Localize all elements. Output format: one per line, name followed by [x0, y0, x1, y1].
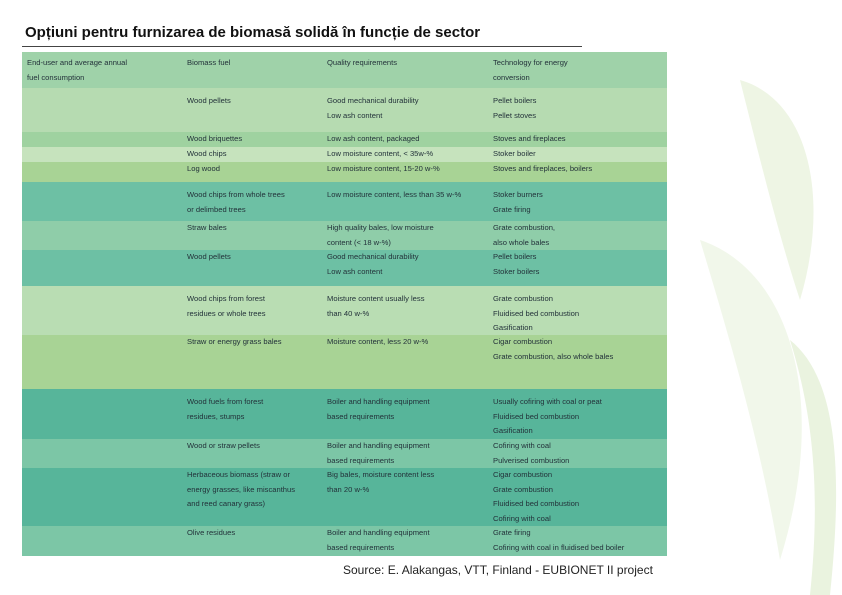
- quality-cell: Big bales, moisture content less than 20 w-%: [327, 470, 435, 494]
- fuel-cell: Wood pellets: [187, 96, 231, 105]
- table-row: [22, 132, 667, 147]
- fuel-cell: Wood pellets: [187, 252, 231, 261]
- fuel-cell: Olive residues: [187, 528, 236, 537]
- title-underline: [22, 46, 582, 47]
- fuel-cell: Straw or energy grass bales: [187, 337, 282, 346]
- tech-cell: Grate firing Cofiring with coal in fluidised bed boiler: [493, 528, 625, 552]
- fuel-cell: Herbaceous biomass (straw or energy grasses, like miscanthus and reed canary grass): [187, 470, 296, 509]
- header-biomass-fuel: Biomass fuel: [187, 58, 231, 67]
- tech-cell: Cigar combustion Grate combustion, also whole bales: [493, 337, 614, 361]
- table-row: [22, 468, 667, 526]
- fuel-cell: Wood chips: [187, 149, 227, 158]
- table-row: [22, 286, 667, 335]
- fuel-cell: Wood fuels from forest residues, stumps: [187, 397, 264, 421]
- quality-cell: Moisture content usually less than 40 w-%: [327, 294, 425, 318]
- header-quality: Quality requirements: [327, 58, 398, 67]
- table-row: [22, 526, 667, 556]
- quality-cell: Boiler and handling equipment based requirements: [327, 441, 430, 465]
- slide-title: Opțiuni pentru furnizarea de biomasă solidă în funcție de sector: [25, 24, 481, 41]
- leaf-decoration: [680, 40, 842, 595]
- fuel-cell: Log wood: [187, 164, 220, 173]
- table-row: [22, 182, 667, 221]
- table-row: [22, 335, 667, 389]
- fuel-cell: Wood briquettes: [187, 134, 243, 143]
- biomass-options-table: [22, 52, 667, 556]
- table-row: [22, 221, 667, 250]
- quality-cell: High quality bales, low moisture content (< 18 w-%): [327, 223, 434, 247]
- header-end-user: End-user and average annual fuel consumption: [27, 58, 128, 82]
- tech-cell: Pellet boilers Stoker boilers: [493, 252, 540, 276]
- quality-cell: Good mechanical durability Low ash content: [327, 96, 419, 120]
- table-row: [22, 250, 667, 286]
- quality-cell: Low moisture content, less than 35 w-%: [327, 190, 462, 199]
- tech-cell: Stoves and fireplaces: [493, 134, 566, 143]
- fuel-cell: Wood chips from forest residues or whole trees: [187, 294, 266, 318]
- quality-cell: Boiler and handling equipment based requirements: [327, 397, 430, 421]
- quality-cell: Low ash content, packaged: [327, 134, 420, 143]
- table-header-row: [22, 52, 667, 88]
- tech-cell: Usually cofiring with coal or peat Fluidised bed combustion Gasification: [493, 397, 602, 436]
- tech-cell: Pellet boilers Pellet stoves: [493, 96, 537, 120]
- tech-cell: Grate combustion Fluidised bed combustion Gasification: [493, 294, 580, 333]
- table-row: [22, 88, 667, 132]
- table-row: [22, 162, 667, 182]
- fuel-cell: Straw bales: [187, 223, 227, 232]
- tech-cell: Grate combustion, also whole bales: [493, 223, 556, 247]
- tech-cell: Stoker burners Grate firing: [493, 190, 543, 214]
- tech-cell: Cigar combustion Grate combustion Fluidised bed combustion Cofiring with coal: [493, 470, 580, 523]
- source-caption: Source: E. Alakangas, VTT, Finland - EUBIONET II project: [343, 563, 653, 577]
- tech-cell: Stoves and fireplaces, boilers: [493, 164, 593, 173]
- header-technology: Technology for energy conversion: [493, 58, 568, 82]
- quality-cell: Moisture content, less 20 w-%: [327, 337, 429, 346]
- tech-cell: Cofiring with coal Pulverised combustion: [493, 441, 570, 465]
- quality-cell: Good mechanical durability Low ash content: [327, 252, 419, 276]
- table-row: [22, 147, 667, 162]
- quality-cell: Low moisture content, 15-20 w-%: [327, 164, 440, 173]
- tech-cell: Stoker boiler: [493, 149, 536, 158]
- fuel-cell: Wood chips from whole trees or delimbed trees: [187, 190, 285, 214]
- table-row: [22, 439, 667, 468]
- quality-cell: Low moisture content, < 35w-%: [327, 149, 434, 158]
- table-row: [22, 389, 667, 439]
- quality-cell: Boiler and handling equipment based requirements: [327, 528, 430, 552]
- fuel-cell: Wood or straw pellets: [187, 441, 260, 450]
